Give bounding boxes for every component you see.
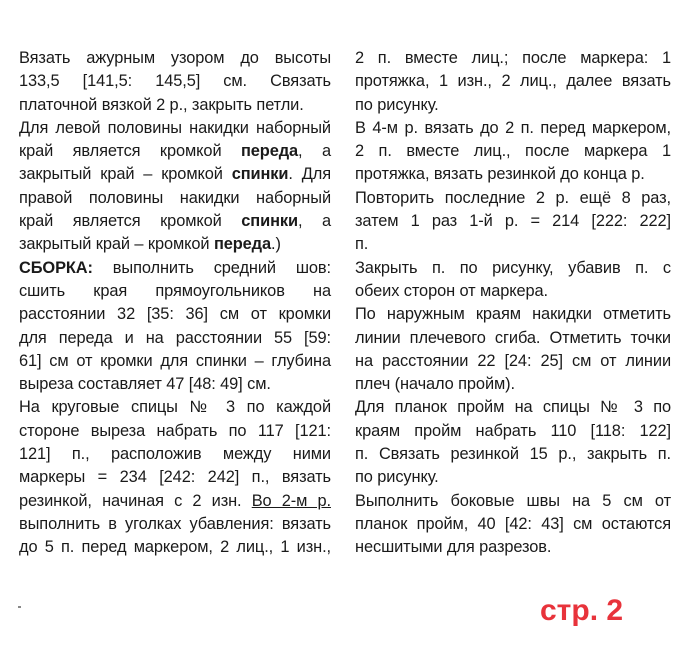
text-line [355, 117, 671, 140]
margin-mark [18, 606, 21, 608]
text-segment: расстоянии 32 [35: 36] см от кромки [19, 305, 331, 324]
bold-term: переда [213, 235, 272, 254]
text-line [19, 117, 331, 140]
text-line [355, 303, 671, 326]
text-segment: линии плечевого сгиба. Отметить точки [355, 328, 671, 347]
text-segment: краям пройм набрать 110 [118: 122] [355, 421, 671, 440]
text-segment: выполнить в уголках убавления: вязать [19, 514, 331, 533]
text-line [355, 163, 671, 186]
text-segment: по рисунку. [355, 95, 439, 114]
text-segment: несшитыми для разрезов. [355, 538, 552, 557]
text-segment: , а [297, 212, 331, 231]
text-segment: стороне выреза набрать по 117 [121: [19, 421, 331, 440]
text-line [19, 163, 331, 186]
text-line [355, 280, 671, 303]
text-segment: 121] п., расположив между ними [19, 445, 331, 464]
text-line [19, 140, 331, 163]
text-line [355, 490, 671, 513]
text-segment: на расстоянии 22 [24: 25] см от линии [355, 351, 671, 370]
text-segment: маркеры = 234 [242: 242] п., вязать [19, 468, 331, 487]
text-segment: плеч (начало пройм). [355, 375, 515, 394]
text-line [19, 70, 331, 93]
text-line [19, 373, 331, 396]
text-line [355, 513, 671, 536]
text-segment: Выполнить боковые швы на 5 см от [355, 491, 671, 510]
text-segment: По наружным краям накидки отметить [355, 305, 671, 324]
text-segment: край является кромкой [19, 142, 241, 161]
bold-term: переда [240, 142, 299, 161]
text-line [355, 233, 671, 256]
text-line [355, 373, 671, 396]
text-line [355, 140, 671, 163]
text-segment: край является кромкой [19, 212, 242, 231]
text-line [19, 466, 331, 489]
text-line [355, 466, 671, 489]
text-line [19, 327, 331, 350]
text-segment: обеих сторон от маркера. [355, 281, 548, 300]
text-segment: выполнить средний шов: [92, 258, 331, 277]
text-segment: 2 п. вместе лиц.; после маркера: 1 [355, 49, 671, 67]
text-segment: до 5 п. перед маркером, 2 лиц., 1 изн., [19, 538, 331, 557]
text-segment: п. Связать резинкой 15 р., закрыть п. [355, 445, 671, 464]
text-line [19, 303, 331, 326]
text-line [19, 187, 331, 210]
text-segment: . Для [288, 165, 331, 184]
text-line [355, 94, 671, 117]
text-segment: планок пройм, 40 [42: 43] см остаются [355, 514, 671, 533]
text-line [19, 396, 331, 419]
underlined-term: Во 2-м р. [251, 491, 331, 510]
text-segment: .) [271, 235, 281, 254]
text-line [355, 536, 671, 559]
text-segment: Закрыть п. по рисунку, убавив п. с [355, 258, 671, 277]
text-segment: Для планок пройм на спицы № 3 по [355, 398, 671, 417]
text-line [19, 350, 331, 373]
text-segment: протяжка, вязать резинкой до конца р. [355, 165, 645, 184]
right-text-column [355, 47, 671, 560]
left-text-column [19, 47, 331, 560]
bold-term: спинки [241, 212, 298, 231]
text-segment: Для левой половины накидки наборный [19, 118, 331, 137]
text-line [355, 350, 671, 373]
text-line [19, 513, 331, 536]
text-segment: закрытый край – кромкой [19, 235, 214, 254]
text-line [355, 257, 671, 280]
text-line [355, 70, 671, 93]
text-segment: Повторить последние 2 р. ещё 8 раз, [355, 188, 671, 207]
text-line [355, 47, 671, 70]
text-segment: Вязать ажурным узором до высоты [19, 49, 331, 67]
text-line [19, 210, 331, 233]
text-segment: протяжка, 1 изн., 2 лиц., далее вязать [355, 72, 671, 91]
text-line [355, 187, 671, 210]
text-segment: платочной вязкой 2 р., закрыть петли. [19, 95, 304, 114]
text-segment: по рисунку. [355, 468, 439, 487]
text-segment: п. [355, 235, 369, 254]
text-line [19, 490, 331, 513]
text-segment: На круговые спицы № 3 по каждой [19, 398, 331, 417]
text-line [19, 94, 331, 117]
text-line [355, 210, 671, 233]
text-line [19, 257, 331, 280]
text-segment: для переда и на расстоянии 55 [59: [19, 328, 331, 347]
text-segment: резинкой, начиная с 2 изн. [19, 491, 252, 510]
text-segment: затем 1 раз 1-й р. = 214 [222: 222] [355, 212, 671, 231]
text-segment: 133,5 [141,5: 145,5] см. Связать [19, 72, 331, 91]
text-line [355, 327, 671, 350]
text-line [19, 536, 331, 559]
bold-term: спинки [231, 165, 289, 184]
text-segment: , а [298, 142, 331, 161]
text-segment: закрытый край – кромкой [19, 165, 232, 184]
text-segment: 61] см от кромки для спинки – глубина [19, 351, 331, 370]
text-segment: выреза составляет 47 [48: 49] см. [19, 375, 271, 394]
text-line [19, 280, 331, 303]
text-line [19, 420, 331, 443]
text-segment: сшить края прямоугольников на [19, 281, 331, 300]
text-line [355, 443, 671, 466]
text-line [19, 443, 331, 466]
text-line [355, 420, 671, 443]
text-segment: 2 п. вместе лиц., после маркера 1 [355, 142, 671, 161]
bold-term: СБОРКА: [19, 258, 93, 277]
text-line [19, 47, 331, 70]
text-line [19, 233, 331, 256]
text-line [355, 396, 671, 419]
text-segment: В 4-м р. вязать до 2 п. перед маркером, [355, 118, 671, 137]
page-number: стр. 2 [540, 594, 624, 627]
text-segment: правой половины накидки наборный [19, 188, 331, 207]
